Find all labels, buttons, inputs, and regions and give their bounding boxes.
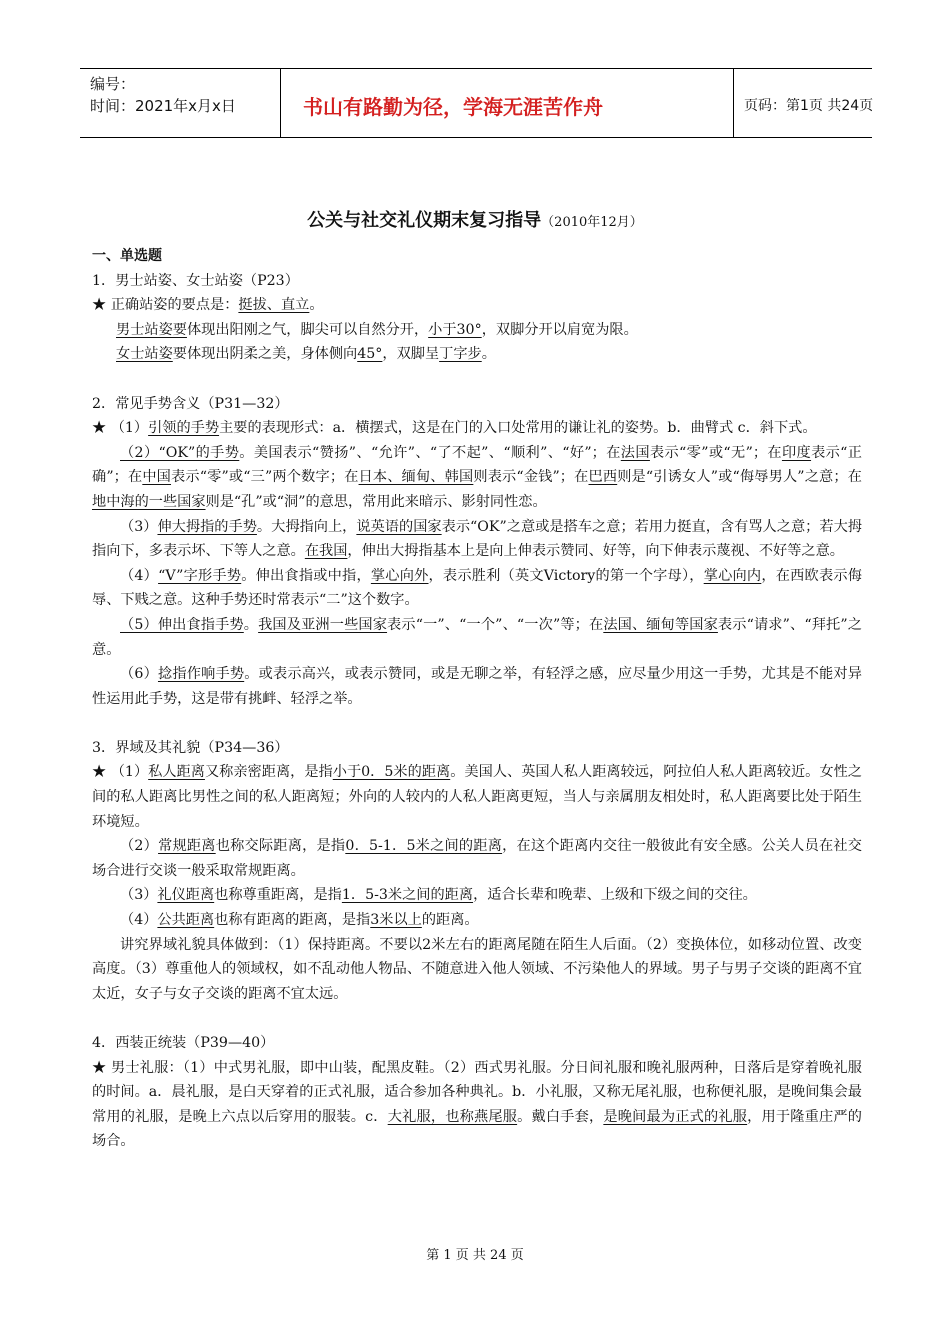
- header-motto-cell: [280, 69, 734, 137]
- paragraph: （4）公共距离也称有距离的距离，是指3米以上的距离。: [120, 912, 479, 929]
- paragraph: （2）常规距离也称交际距离，是指0．5-1．5米之间的距离，在这个距离内交往一般彼此有安全感。公关人员在社交场合进行交谈一般采取常规距离。: [92, 838, 862, 879]
- page-footer: 第 1 页 共 24 页: [426, 1248, 524, 1263]
- title-main: 公关与社交礼仪期末复习指导: [307, 210, 542, 231]
- paragraph: （5）伸出食指手势。我国及亚洲一些国家表示“一”、“一个”、“一次”等；在法国、缅甸等国家表示“请求”、“拜托”之意。: [92, 616, 862, 658]
- paragraph: （3）伸大拇指的手势。大拇指向上，说英语的国家表示“OK”之意或是搭车之意；若用力挺直，含有骂人之意；若大拇指向下，多表示坏、下等人之意。在我国，伸出大拇指基本上是向上伸表示赞同、好等，向下伸表示蔑视、不好等之意。: [92, 518, 862, 560]
- paragraph: ★ 正确站姿的要点是：挺拔、直立。: [92, 297, 324, 314]
- document-date-label: 时间：2021年x月x日: [90, 97, 236, 115]
- document-number-label: 编号：: [90, 75, 136, 93]
- question-heading: 3．界域及其礼貌（P34—36）: [92, 739, 289, 756]
- question-heading: 4．西装正统装（P39—40）: [92, 1035, 275, 1051]
- question-heading: 2．常见手势含义（P31—32）: [92, 395, 289, 412]
- paragraph: （4）“V”字形手势。伸出食指或中指，掌心向外，表示胜利（英文Victory的第一个字母），掌心向内，在西欧表示侮辱、下贱之意。这种手势还时常表示“二”这个数字。: [92, 567, 862, 609]
- paragraph: 男士站姿要体现出阳刚之气，脚尖可以自然分开，小于30°，双脚分开以肩宽为限。: [116, 321, 638, 338]
- header-meta: [90, 73, 236, 117]
- title-subtitle: （2010年12月）: [541, 215, 643, 230]
- section-heading: 一、单选题: [92, 248, 162, 264]
- document-title: [0, 206, 950, 232]
- paragraph: ★ （1）引领的手势主要的表现形式：a．横摆式，这是在门的入口处常用的谦让礼的姿势。b．曲臂式 c．斜下式。: [92, 420, 817, 437]
- page-header: [80, 68, 872, 138]
- paragraph: （6）捻指作响手势。或表示高兴，或表示赞同，或是无聊之举，有轻浮之感，应尽量少用这一手势，尤其是不能对异性运用此手势，这是带有挑衅、轻浮之举。: [92, 666, 862, 707]
- question-heading: 1．男士站姿、女士站姿（P23）: [92, 272, 299, 289]
- paragraph: 女士站姿要体现出阴柔之美，身体侧向45°，双脚呈丁字步。: [116, 346, 496, 363]
- page-count-label: 页码：第1页 共24页: [744, 98, 874, 114]
- paragraph: （3）礼仪距离也称尊重距离，是指1．5-3米之间的距离，适合长辈和晚辈、上级和下级之间的交往。: [120, 887, 757, 904]
- header-motto: 书山有路勤为径，学海无涯苦作舟: [303, 95, 603, 119]
- paragraph: （2）“OK”的手势。美国表示“赞扬”、“允许”、“了不起”、“顺利”、“好”；在法国表示“零”或“无”；在印度表示“正确”；在中国表示“零”或“三”两个数字；在日本、缅甸、韩国则表示“金钱”；在巴西则是“引诱女人”或“侮辱男人”之意；在地中海的一些国家则是“孔”或“洞”的意思，常用此来暗示、影射同性恋。: [92, 444, 862, 510]
- paragraph: ★ （1）私人距离又称亲密距离，是指小于0．5米的距离。美国人、英国人私人距离较远，阿拉伯人私人距离较近。女性之间的私人距离比男性之间的私人距离短；外向的人较内的人私人距离更短，当人与亲属朋友相处时，私人距离要比处于陌生环境短。: [92, 764, 862, 830]
- paragraph: 讲究界域礼貌具体做到：（1）保持距离。不要以2米左右的距离尾随在陌生人后面。（2）变换体位，如移动位置、改变高度。（3）尊重他人的领域权，如不乱动他人物品、不随意进入他人领域、不污染他人的界域。男子与男子交谈的距离不宜太近，女子与女子交谈的距离不宜太远。: [92, 936, 862, 1002]
- paragraph: ★ 男士礼服：（1）中式男礼服，即中山装，配黑皮鞋。（2）西式男礼服。分日间礼服和晚礼服两种，日落后是穿着晚礼服的时间。a．晨礼服，是白天穿着的正式礼服，适合参加各种典礼。b．小礼服，又称无尾礼服，也称便礼服，是晚间集会最常用的礼服，是晚上六点以后穿用的服装。c．大礼服，也称燕尾服。戴白手套，是晚间最为正式的礼服，用于隆重庄严的场合。: [92, 1059, 862, 1150]
- document-body: [92, 244, 862, 1154]
